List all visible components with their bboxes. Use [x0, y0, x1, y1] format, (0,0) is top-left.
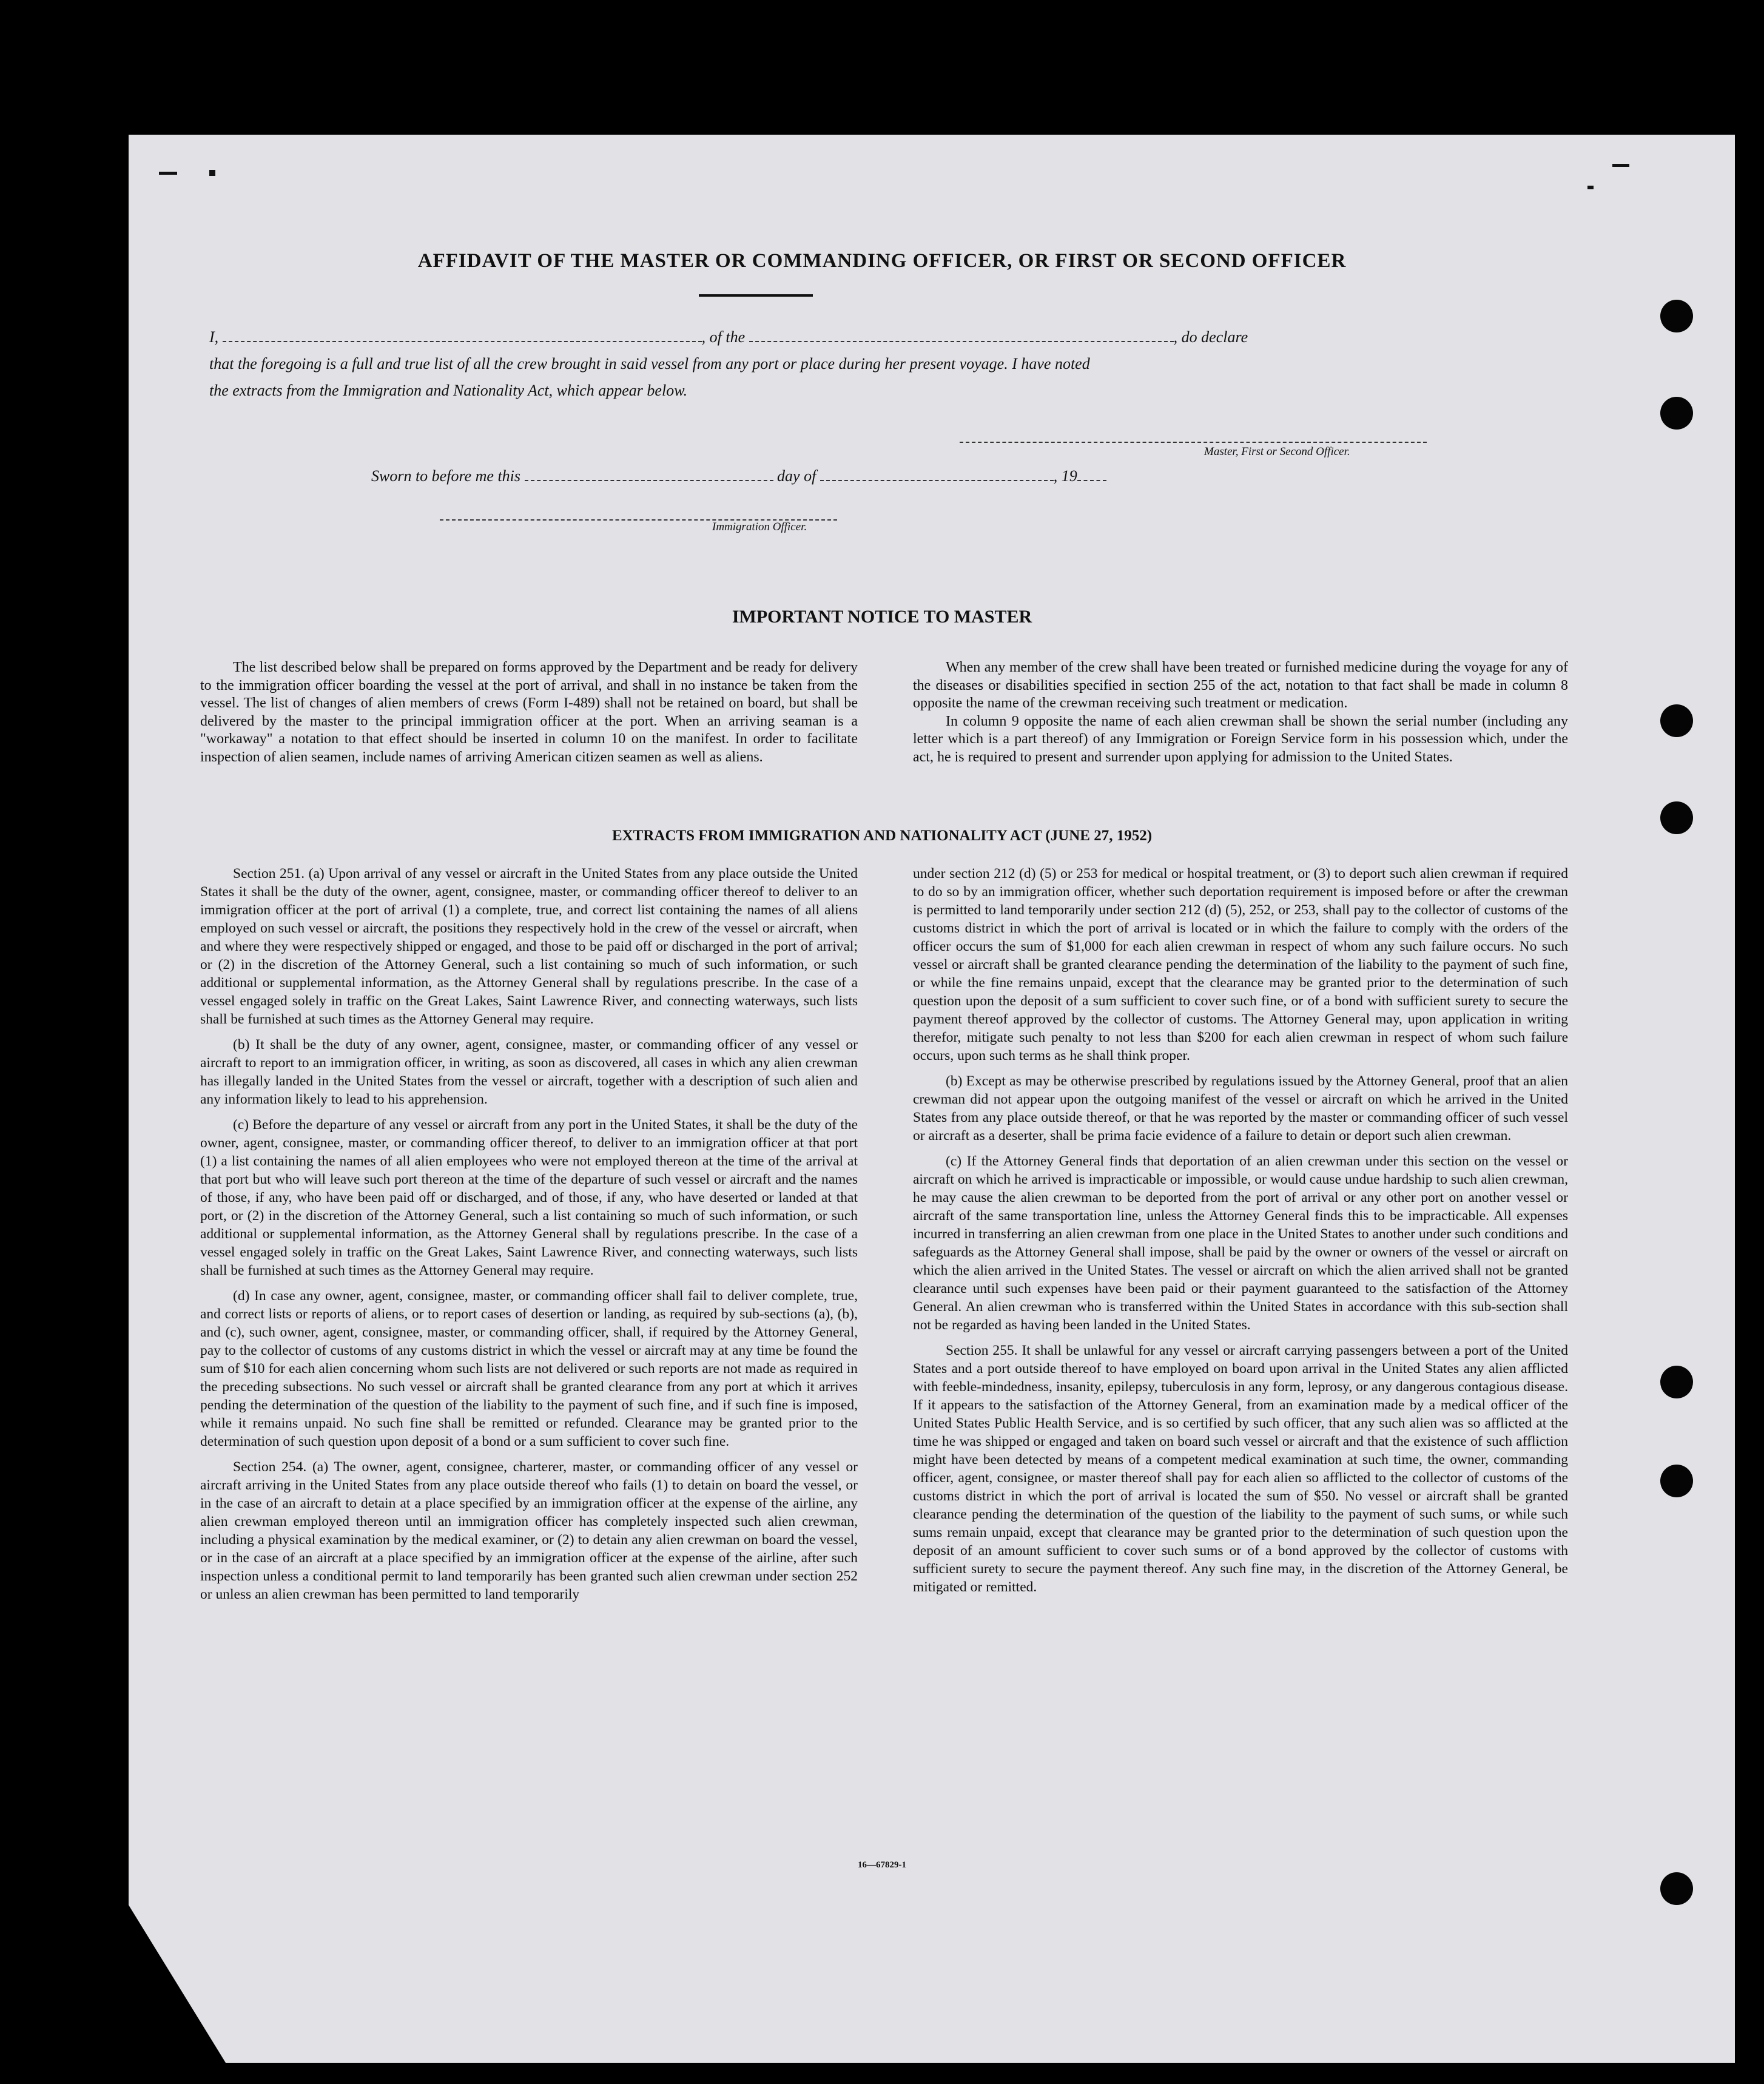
notice-right-paragraph-1: When any member of the crew shall have been treated or furnished medicine during the voyage for any of the diseases or disabilities specified in section 255 of the act, notation to that fact shall be made in column 8 opposite the name of the crewman receiving such treatment or medication. — [913, 659, 1568, 711]
form-number: 16—67829-1 — [858, 1860, 906, 1870]
section-251-d: (d) In case any owner, agent, consignee, master, or commanding officer shall fail to deliver complete, true, and correct lists or reports of aliens, or to report cases of desertion or landing, as required by sub-sections (a), (b), and (c), such owner, agent, consignee, master, or commanding officer, shall, if required by the Attorney General, pay to the collector of customs of any customs district in which the vessel or aircraft may at any time be found the sum of $10 for each alien concerning whom such lists are not delivered or such reports are not made as required in the preceding subsections. No such vessel or aircraft shall be granted clearance from any port at which it arrives pending the determination of the question of the liability to the payment of such fine, and if such fine is imposed, while it remains unpaid. No such fine shall be remitted or refunded. Clearance may be granted prior to the determination of such question upon deposit of a bond or a sum sufficient to cover such fine. — [200, 1288, 858, 1449]
section-251-b: (b) It shall be the duty of any owner, agent, consignee, master, or commanding officer of any vessel or aircraft to report to an immigration officer, in writing, as soon as discovered, all cases in which any alien crewman has illegally landed in the United States from the vessel or aircraft, together with a description of such alien and any information likely to lead to his apprehension. — [200, 1037, 858, 1107]
do-declare-text: , do declare — [1173, 328, 1248, 346]
section-254-a-continued: under section 212 (d) (5) or 253 for medical or hospital treatment, or (3) to deport such alien crewman if required to do so by an immigration officer, whether such deportation requirement is imposed before or after the crewman is permitted to land temporarily under section 212 (d) (5), 252, or 253, shall pay to the collector of customs of the customs district in which the port of arrival is located or in which the failure to comply with the orders of the officer occurs the sum of $1,000 for each alien crewman in respect of whom any such failure occurs. No such vessel or aircraft shall be granted clearance pending the determination of the liability to the payment of such fine, or while the fine remains unpaid, except that the clearance may be granted prior to the determination of such question upon the deposit of a sum sufficient to cover such fine, or of a bond with sufficient surety to secure the payment thereof approved by the collector of customs. The Attorney General may, upon application in writing therefor, mitigate such penalty to not less than $200 for each alien crewman in respect of whom such failure occurs, upon such terms as he shall think proper. — [913, 866, 1568, 1064]
section-254-b: (b) Except as may be otherwise prescribed by regulations issued by the Attorney General, proof that an alien crewman did not appear upon the outgoing manifest of the vessel or aircraft on which he arrived in the United States from any place outside thereof, or that he was reported by the master or commanding officer of such vessel or aircraft as a deserter, shall be prima facie evidence of a failure to detain or deport such alien crewman. — [913, 1073, 1568, 1144]
master-signature-line[interactable] — [960, 431, 1427, 443]
day-of-text: day of — [777, 467, 816, 485]
officer-signature-line[interactable] — [440, 508, 837, 521]
extracts-heading: EXTRACTS FROM IMMIGRATION AND NATIONALITY ACT (JUNE 27, 1952) — [611, 828, 1153, 844]
notice-left-paragraph: The list described below shall be prepared on forms approved by the Department and be ready for delivery to the immigration officer boarding the vessel at the port of arrival, and shall in no instance be taken from the vessel. The list of changes of alien members of crews (Form I-489) shall not be retained on board, but shall be delivered by the master to the principal immigration officer at the port. When an arriving seaman is a "workaway" a notation to that effect should be inserted in column 10 on the manifest. In order to facilitate inspection of alien seamen, include names of arriving American citizen seamen as well as aliens. — [200, 659, 858, 765]
notice-left-column — [200, 659, 858, 774]
extracts-left-column — [200, 865, 858, 1611]
notice-heading: IMPORTANT NOTICE TO MASTER — [732, 607, 1032, 627]
sworn-text: Sworn to before me this — [371, 467, 521, 485]
declaration-line-3: the extracts from the Immigration and Nationality Act, which appear below. — [209, 382, 688, 399]
section-254-a: Section 254. (a) The owner, agent, consignee, charterer, master, or commanding officer of any vessel or aircraft arriving in the United States from any place outside thereof who fails (1) to detain on board the vessel, or in the case of an aircraft to detain at a place specified by an immigration officer at the expense of the airline, any alien crewman employed thereon until an immigration officer has completely inspected such alien crewman, including a physical examination by the medical examiner, or (2) to detain any alien crewman on board the vessel, or in the case of an aircraft at a place specified by an immigration officer at the expense of the airline, after such inspection unless a conditional permit to land temporarily has been granted such alien crewman under section 252 or unless an alien crewman has been permitted to land temporarily — [200, 1459, 858, 1602]
notice-right-column — [913, 659, 1568, 774]
sworn-month-field[interactable] — [820, 469, 1054, 481]
sworn-year-field[interactable] — [1077, 469, 1106, 481]
of-the-text: , of the — [701, 328, 746, 346]
declaration-i: I, — [209, 328, 219, 346]
year-text: , 19 — [1053, 467, 1077, 485]
section-254-c: (c) If the Attorney General finds that deportation of an alien crewman under this section on the vessel or aircraft on which he arrived is impracticable or impossible, or would cause undue hardship to such alien crewman, he may cause the alien crewman to be deported from the port of arrival or any other port on another vessel or aircraft of the same transportation line, unless the Attorney General finds this to be impracticable. All expenses incurred in transferring an alien crewman from one place in the United States to another under such conditions and safeguards as the Attorney General shall impose, shall be paid by the owner or owners of the vessel or aircraft on which the alien arrived in the United States. The vessel or aircraft on which the alien arrived shall not be granted clearance until such expenses have been paid or their payment guaranteed to the satisfaction of the Attorney General. An alien crewman who is transferred within the United States in accordance with this sub-section shall not be regarded as having been landed in the United States. — [913, 1153, 1568, 1333]
sworn-line — [371, 463, 1342, 490]
section-255: Section 255. It shall be unlawful for any vessel or aircraft carrying passengers between a port of the United States and a port outside thereof to have employed on board upon arrival in the United States any alien afflicted with feeble-mindedness, insanity, epilepsy, tuberculosis in any form, leprosy, or any dangerous contagious disease. If it appears to the satisfaction of the Attorney General, from an examination made by a medical officer of the United States Public Health Service, and is so certified by such officer, that any such alien was so afflicted at the time he was shipped or engaged and taken on board such vessel or aircraft and that the existence of such affliction might have been detected by means of a competent medical examination at such time, the owner, commanding officer, agent, consignee, or master thereof shall pay for each alien so afflicted to the collector of customs of the customs district in which the port of arrival is located the sum of $50. No vessel or aircraft shall be granted clearance pending the determination of the question of the liability to the payment of such sums, or while such sums remain unpaid, except that clearance may be granted prior to the determination of such question upon the deposit of an amount sufficient to cover such sums or of a bond approved by the collector of customs with sufficient surety to secure the payment thereof. Any such fine may, in the discretion of the Attorney General, be mitigated or remitted. — [913, 1343, 1568, 1595]
declaration-line-1 — [209, 324, 1377, 351]
section-251-c: (c) Before the departure of any vessel or aircraft from any port in the United States, it shall be the duty of the owner, agent, consignee, master, or commanding officer thereof, to deliver to an immigration officer at that port (1) a list containing the names of all alien employees who were not employed thereon at the time of the arrival at that port but who will leave such port thereon at the time of the departure of such vessel or aircraft and the names of those, if any, who have been paid off or discharged, and of those, if any, who have deserted or landed at that port, or (2) in the discretion of the Attorney General, such a list containing so much of such information, or such additional or supplemental information, as the Attorney General shall by regulations prescribe. In the case of a vessel engaged solely in traffic on the Great Lakes, Saint Lawrence River, and connecting waterways, such lists shall be furnished at such times as the Attorney General may require. — [200, 1117, 858, 1278]
vessel-field[interactable] — [749, 330, 1174, 342]
affidavit-title: AFFIDAVIT OF THE MASTER OR COMMANDING OFFICER, OR FIRST OR SECOND OFFICER — [417, 250, 1347, 272]
master-signature-label: Master, First or Second Officer. — [1204, 445, 1350, 458]
declaration-line-2: that the foregoing is a full and true list of all the crew brought in said vessel from any port or place during her present voyage. I have noted — [209, 355, 1090, 373]
extracts-right-column — [913, 865, 1568, 1603]
name-field[interactable] — [223, 330, 702, 342]
section-251-a: Section 251. (a) Upon arrival of any vessel or aircraft in the United States from any place outside the United States it shall be the duty of the owner, agent, consignee, master, or commanding officer thereof to deliver to an immigration officer at the port of arrival (1) a complete, true, and correct list containing the names of all aliens employed on such vessel or aircraft, the positions they respectively hold in the crew of the vessel or aircraft, when and where they were respectively shipped or engaged, and those to be paid off or discharged in the port of arrival; or (2) in the discretion of the Attorney General, such a list containing so much of such information, or such additional or supplemental information, as the Attorney General shall by regulations prescribe. In the case of a vessel engaged solely in traffic on the Great Lakes, Saint Lawrence River, and connecting waterways, such lists shall be furnished at such times as the Attorney General may require. — [200, 866, 858, 1027]
officer-signature-label: Immigration Officer. — [712, 521, 807, 533]
sworn-day-field[interactable] — [525, 469, 773, 481]
notice-right-paragraph-2: In column 9 opposite the name of each alien crewman shall be shown the serial number (including any letter which is a part thereof) of any Immigration or Foreign Service form in his possession which, under the act, he is required to present and surrender upon applying for admission to the United States. — [913, 713, 1568, 765]
title-rule — [699, 294, 813, 297]
